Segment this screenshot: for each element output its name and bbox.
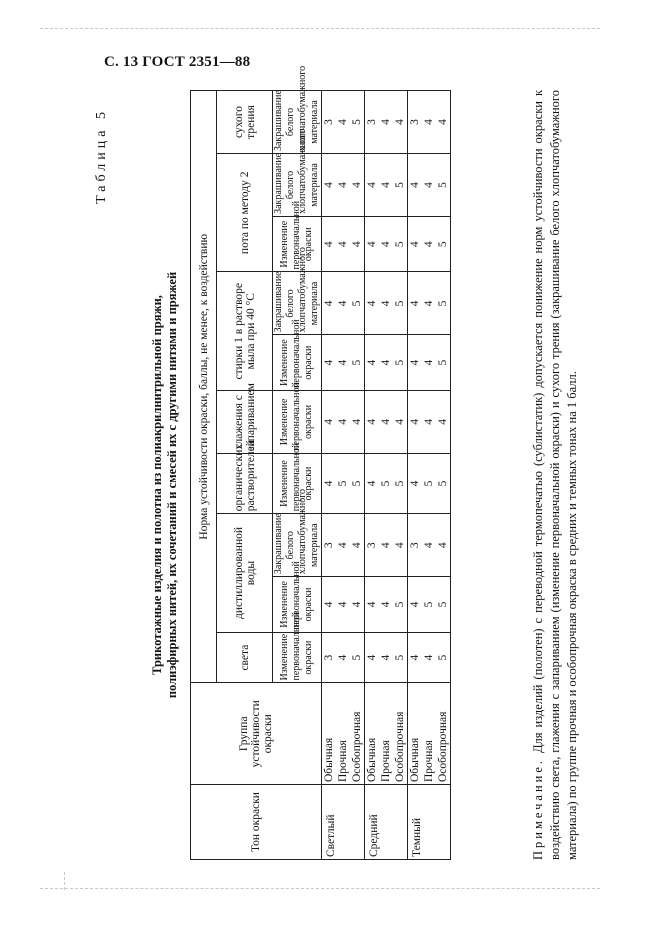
sub-washing-stain: Закрашивание белого хлопчатобумажного материала	[273, 272, 322, 335]
value: 4	[380, 601, 392, 608]
value: 4	[366, 419, 378, 425]
value: 4	[323, 300, 335, 307]
value-cell	[322, 390, 365, 453]
value: 4	[380, 119, 392, 125]
note-text: Для изделий (полотен) с переводной термопечатью (сублистатик) допускается понижение норм устойчивости окраски к воздействию света, глажения с запариванием (изменение первоначальной окраски) и сухого трения (закрашивание белого хлопчатобумажного материала) по группе прочная и особопрочная окраска в средних и темных тонах на 1 балл.	[531, 89, 579, 860]
value: 4	[394, 542, 406, 549]
value: 4	[337, 542, 349, 549]
note-lead: Примечание.	[531, 757, 545, 860]
value: 4	[423, 359, 435, 366]
sub-light-change: Изменение первоначальной окраски	[273, 632, 322, 683]
group-name: Особопрочная	[394, 711, 406, 783]
value: 4	[366, 359, 378, 366]
value-cell	[408, 514, 451, 577]
value: 5	[423, 480, 435, 487]
value: 4	[323, 241, 335, 248]
col-header-group: Группа устойчивости окраски	[191, 683, 322, 785]
group-name: Прочная	[423, 740, 435, 783]
value: 4	[409, 480, 421, 487]
value: 3	[323, 119, 335, 125]
value: 4	[423, 654, 435, 661]
value: 5	[351, 654, 363, 661]
group-name: Особопрочная	[437, 711, 449, 783]
value: 4	[366, 480, 378, 487]
value-cell	[365, 577, 408, 633]
value-cell	[408, 154, 451, 217]
value: 4	[351, 601, 363, 608]
value: 4	[351, 241, 363, 248]
value-cell	[365, 514, 408, 577]
value: 5	[394, 300, 406, 307]
value: 5	[437, 601, 449, 608]
value-cell	[408, 272, 451, 335]
value: 5	[380, 480, 392, 487]
value: 4	[323, 419, 335, 425]
value-cell	[408, 91, 451, 154]
value: 4	[337, 654, 349, 661]
value: 3	[323, 654, 335, 661]
value-cell	[322, 514, 365, 577]
value: 5	[394, 654, 406, 661]
value: 3	[366, 119, 378, 125]
value: 4	[323, 480, 335, 487]
group-cell	[408, 683, 451, 785]
value: 4	[366, 654, 378, 661]
value: 4	[351, 182, 363, 188]
value-cell	[322, 91, 365, 154]
value: 4	[394, 419, 406, 425]
factor-light: света	[217, 632, 273, 683]
value-cell	[408, 335, 451, 391]
tone-cell: Средний	[365, 785, 408, 860]
value: 4	[423, 241, 435, 248]
factor-ironing: глажения с запариванием	[217, 390, 273, 453]
value-cell	[408, 577, 451, 633]
value: 4	[380, 654, 392, 661]
value: 4	[380, 182, 392, 188]
sub-water-change: Изменение первоначальной окраски	[273, 577, 322, 633]
factor-washing: стирки 1 в растворе мыла при 40 °С	[217, 272, 273, 390]
table-title-line2: полиэфирных нитей, их сочетаний и смесей их с другими нитями и пряжей	[165, 271, 179, 699]
value-cell	[322, 272, 365, 335]
scan-artifact-bottom	[40, 888, 600, 889]
table-note	[530, 90, 581, 860]
value: 5	[437, 300, 449, 307]
factor-distilled-water: дистиллированной воды	[217, 514, 273, 632]
value: 5	[437, 359, 449, 366]
value: 4	[366, 601, 378, 608]
group-name: Обычная	[409, 737, 421, 783]
sub-sweat-stain: Закрашивание белого хлопчатобумажного материала	[273, 154, 322, 217]
tone-cell: Темный	[408, 785, 451, 860]
value: 4	[337, 182, 349, 188]
value: 4	[409, 419, 421, 425]
sub-solvents-change: Изменение первоначальной окраски	[273, 453, 322, 513]
value-cell	[365, 216, 408, 272]
value-cell	[408, 390, 451, 453]
sub-ironing-change: Изменение первоначальной окраски	[273, 390, 322, 453]
value: 4	[409, 654, 421, 661]
value-cell	[322, 154, 365, 217]
value: 4	[337, 119, 349, 125]
value: 5	[351, 480, 363, 487]
value: 4	[351, 542, 363, 549]
value: 4	[366, 182, 378, 188]
value: 4	[366, 300, 378, 307]
tone-cell: Светлый	[322, 785, 365, 860]
value: 4	[351, 419, 363, 425]
value: 4	[380, 300, 392, 307]
factor-dry-rub: сухого трения	[217, 91, 273, 154]
sub-dryrub-stain: Закрашивание белого хлопчатобумажного материала	[273, 91, 322, 154]
value: 5	[423, 601, 435, 608]
value-cell	[365, 335, 408, 391]
value: 5	[337, 480, 349, 487]
value: 4	[366, 241, 378, 248]
table-title-line1: Трикотажные изделия и полотна из полиакрилнитрильной пряжи,	[150, 295, 164, 675]
value: 4	[423, 300, 435, 307]
value-cell	[322, 216, 365, 272]
group-cell	[365, 683, 408, 785]
value: 4	[337, 601, 349, 608]
value-cell	[322, 632, 365, 683]
value: 4	[423, 182, 435, 188]
col-header-tone: Тон окраски	[191, 785, 322, 860]
value: 5	[394, 182, 406, 188]
value: 4	[323, 359, 335, 366]
value: 4	[337, 241, 349, 248]
value: 4	[409, 300, 421, 307]
value: 4	[337, 300, 349, 307]
value: 4	[380, 542, 392, 549]
value: 4	[423, 119, 435, 125]
scan-artifact-tick	[64, 872, 65, 890]
table-row	[365, 91, 408, 860]
value: 4	[394, 119, 406, 125]
value: 4	[409, 601, 421, 608]
value: 4	[409, 241, 421, 248]
value-cell	[408, 632, 451, 683]
value-cell	[365, 154, 408, 217]
value: 3	[409, 542, 421, 549]
group-name: Прочная	[380, 740, 392, 783]
value: 3	[409, 119, 421, 125]
table-row	[408, 91, 451, 860]
value: 4	[423, 542, 435, 549]
sub-sweat-change: Изменение первоначальной окраски	[273, 216, 322, 272]
value: 5	[351, 359, 363, 366]
value: 4	[423, 419, 435, 425]
value: 4	[323, 601, 335, 608]
value: 4	[409, 359, 421, 366]
value: 5	[437, 480, 449, 487]
sub-washing-change: Изменение первоначальной окраски	[273, 335, 322, 391]
value-cell	[322, 577, 365, 633]
value-cell	[322, 335, 365, 391]
value: 3	[323, 542, 335, 549]
sub-water-stain: Закрашивание белого хлопчатобумажного материала	[273, 514, 322, 577]
table-label: Таблица 5	[94, 108, 109, 204]
value-cell	[408, 216, 451, 272]
table-title	[150, 90, 180, 880]
group-name: Обычная	[366, 737, 378, 783]
value: 5	[394, 601, 406, 608]
value: 5	[351, 119, 363, 125]
value-cell	[365, 632, 408, 683]
value: 5	[394, 241, 406, 248]
value: 5	[437, 182, 449, 188]
value-cell	[365, 272, 408, 335]
value: 4	[409, 182, 421, 188]
value: 4	[437, 542, 449, 549]
group-cell	[322, 683, 365, 785]
value: 3	[366, 542, 378, 549]
value: 5	[437, 654, 449, 661]
value: 4	[380, 241, 392, 248]
value-cell	[408, 453, 451, 513]
value: 5	[394, 359, 406, 366]
value: 4	[323, 182, 335, 188]
value: 4	[380, 419, 392, 425]
group-name: Особопрочная	[351, 711, 363, 783]
group-name: Обычная	[323, 737, 335, 783]
value: 4	[437, 419, 449, 425]
page-header: С. 13 ГОСТ 2351—88	[104, 54, 251, 70]
col-header-norm: Норма устойчивости окраски, баллы, не менее, к воздействию	[191, 91, 217, 684]
group-name: Прочная	[337, 740, 349, 783]
value-cell	[365, 390, 408, 453]
table-row	[322, 91, 365, 860]
value: 4	[437, 119, 449, 125]
value: 5	[394, 480, 406, 487]
value-cell	[365, 453, 408, 513]
data-table	[190, 65, 451, 860]
scan-artifact-top	[40, 28, 600, 29]
value: 5	[351, 300, 363, 307]
landscape-page	[90, 65, 630, 880]
rotated-content	[90, 65, 630, 880]
value-cell	[322, 453, 365, 513]
value: 4	[380, 359, 392, 366]
value: 5	[437, 241, 449, 248]
factor-sweat: пота по методу 2	[217, 154, 273, 272]
value: 4	[337, 359, 349, 366]
value-cell	[365, 91, 408, 154]
factor-solvents: органических растворителей	[217, 453, 273, 513]
value: 4	[337, 419, 349, 425]
